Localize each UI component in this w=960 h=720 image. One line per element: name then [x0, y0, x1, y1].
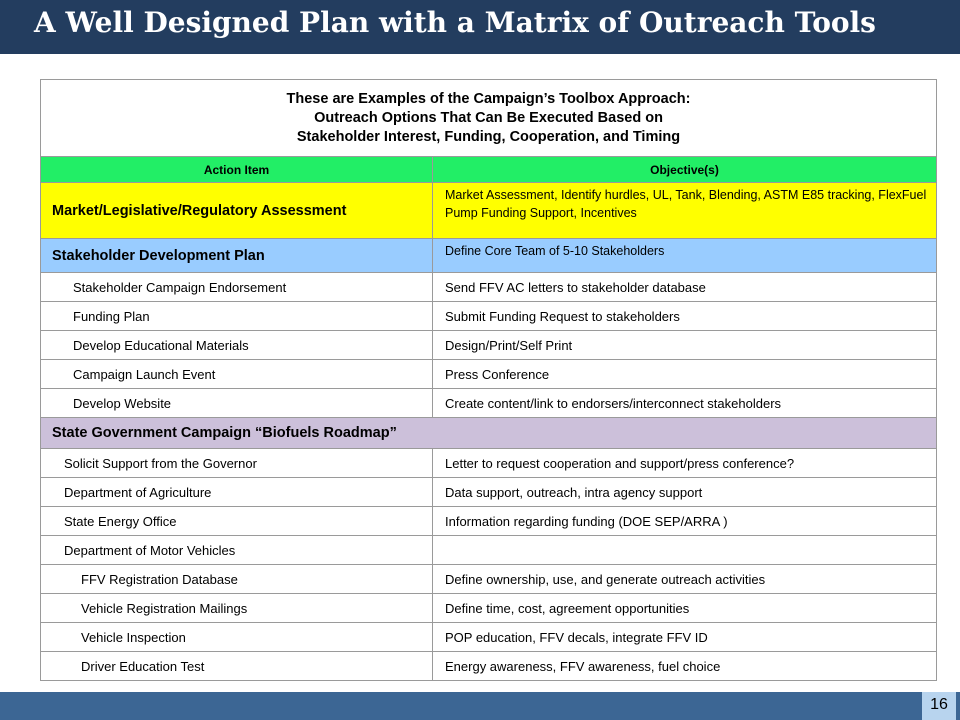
header-row: [41, 157, 937, 183]
table-row: [41, 652, 937, 681]
action-cell: Driver Education Test: [41, 652, 433, 681]
intro-line-2: Outreach Options That Can Be Executed Based on: [314, 109, 663, 126]
objective-cell: Letter to request cooperation and support/press conference?: [433, 449, 937, 478]
intro-cell: [41, 80, 937, 157]
objective-cell: Create content/link to endorsers/interconnect stakeholders: [433, 389, 937, 418]
table-row: [41, 594, 937, 623]
category-action: State Government Campaign “Biofuels Roadmap”: [41, 418, 937, 449]
table-row: [41, 360, 937, 389]
intro-row: [41, 80, 937, 157]
table-row: [41, 623, 937, 652]
action-cell: Campaign Launch Event: [41, 360, 433, 389]
category-row-stakeholder: [41, 239, 937, 273]
action-cell: Vehicle Inspection: [41, 623, 433, 652]
action-cell: Vehicle Registration Mailings: [41, 594, 433, 623]
objective-cell: POP education, FFV decals, integrate FFV ID: [433, 623, 937, 652]
table-row: [41, 565, 937, 594]
objective-cell: Data support, outreach, intra agency support: [433, 478, 937, 507]
objective-cell: Send FFV AC letters to stakeholder database: [433, 273, 937, 302]
action-cell: FFV Registration Database: [41, 565, 433, 594]
action-cell: Solicit Support from the Governor: [41, 449, 433, 478]
category-objective: Define Core Team of 5-10 Stakeholders: [433, 239, 937, 273]
objective-cell: Energy awareness, FFV awareness, fuel choice: [433, 652, 937, 681]
title-bar: [0, 0, 960, 54]
outreach-matrix-table: [40, 79, 937, 681]
action-cell: Department of Motor Vehicles: [41, 536, 433, 565]
action-cell: State Energy Office: [41, 507, 433, 536]
header-objectives: Objective(s): [433, 157, 937, 183]
table-row: [41, 507, 937, 536]
action-cell: Develop Website: [41, 389, 433, 418]
action-cell: Develop Educational Materials: [41, 331, 433, 360]
objective-cell: Design/Print/Self Print: [433, 331, 937, 360]
objective-cell: Define time, cost, agreement opportunities: [433, 594, 937, 623]
objective-cell: [433, 536, 937, 565]
category-action: Market/Legislative/Regulatory Assessment: [41, 183, 433, 239]
category-action: Stakeholder Development Plan: [41, 239, 433, 273]
action-cell: Funding Plan: [41, 302, 433, 331]
intro-line-3: Stakeholder Interest, Funding, Cooperation, and Timing: [296, 128, 681, 145]
action-cell: Stakeholder Campaign Endorsement: [41, 273, 433, 302]
table-row: [41, 331, 937, 360]
table-row: [41, 449, 937, 478]
page-number: 16: [922, 692, 956, 720]
objective-cell: Submit Funding Request to stakeholders: [433, 302, 937, 331]
intro-line-1: These are Examples of the Campaign’s Toolbox Approach:: [286, 90, 691, 107]
header-action-item: Action Item: [41, 157, 433, 183]
table-row: [41, 302, 937, 331]
action-cell: Department of Agriculture: [41, 478, 433, 507]
table-row: [41, 478, 937, 507]
category-row-state: [41, 418, 937, 449]
slide-title: A Well Designed Plan with a Matrix of Outreach Tools: [34, 6, 876, 39]
table-row: [41, 273, 937, 302]
objective-cell: Information regarding funding (DOE SEP/ARRA ): [433, 507, 937, 536]
objective-cell: Define ownership, use, and generate outreach activities: [433, 565, 937, 594]
category-row-market: [41, 183, 937, 239]
category-objective: Market Assessment, Identify hurdles, UL, Tank, Blending, ASTM E85 tracking, FlexFuel Pump Funding Support, Incentives: [433, 183, 937, 239]
footer-bar: [0, 692, 960, 720]
objective-cell: Press Conference: [433, 360, 937, 389]
table-row: [41, 536, 937, 565]
table-row: [41, 389, 937, 418]
